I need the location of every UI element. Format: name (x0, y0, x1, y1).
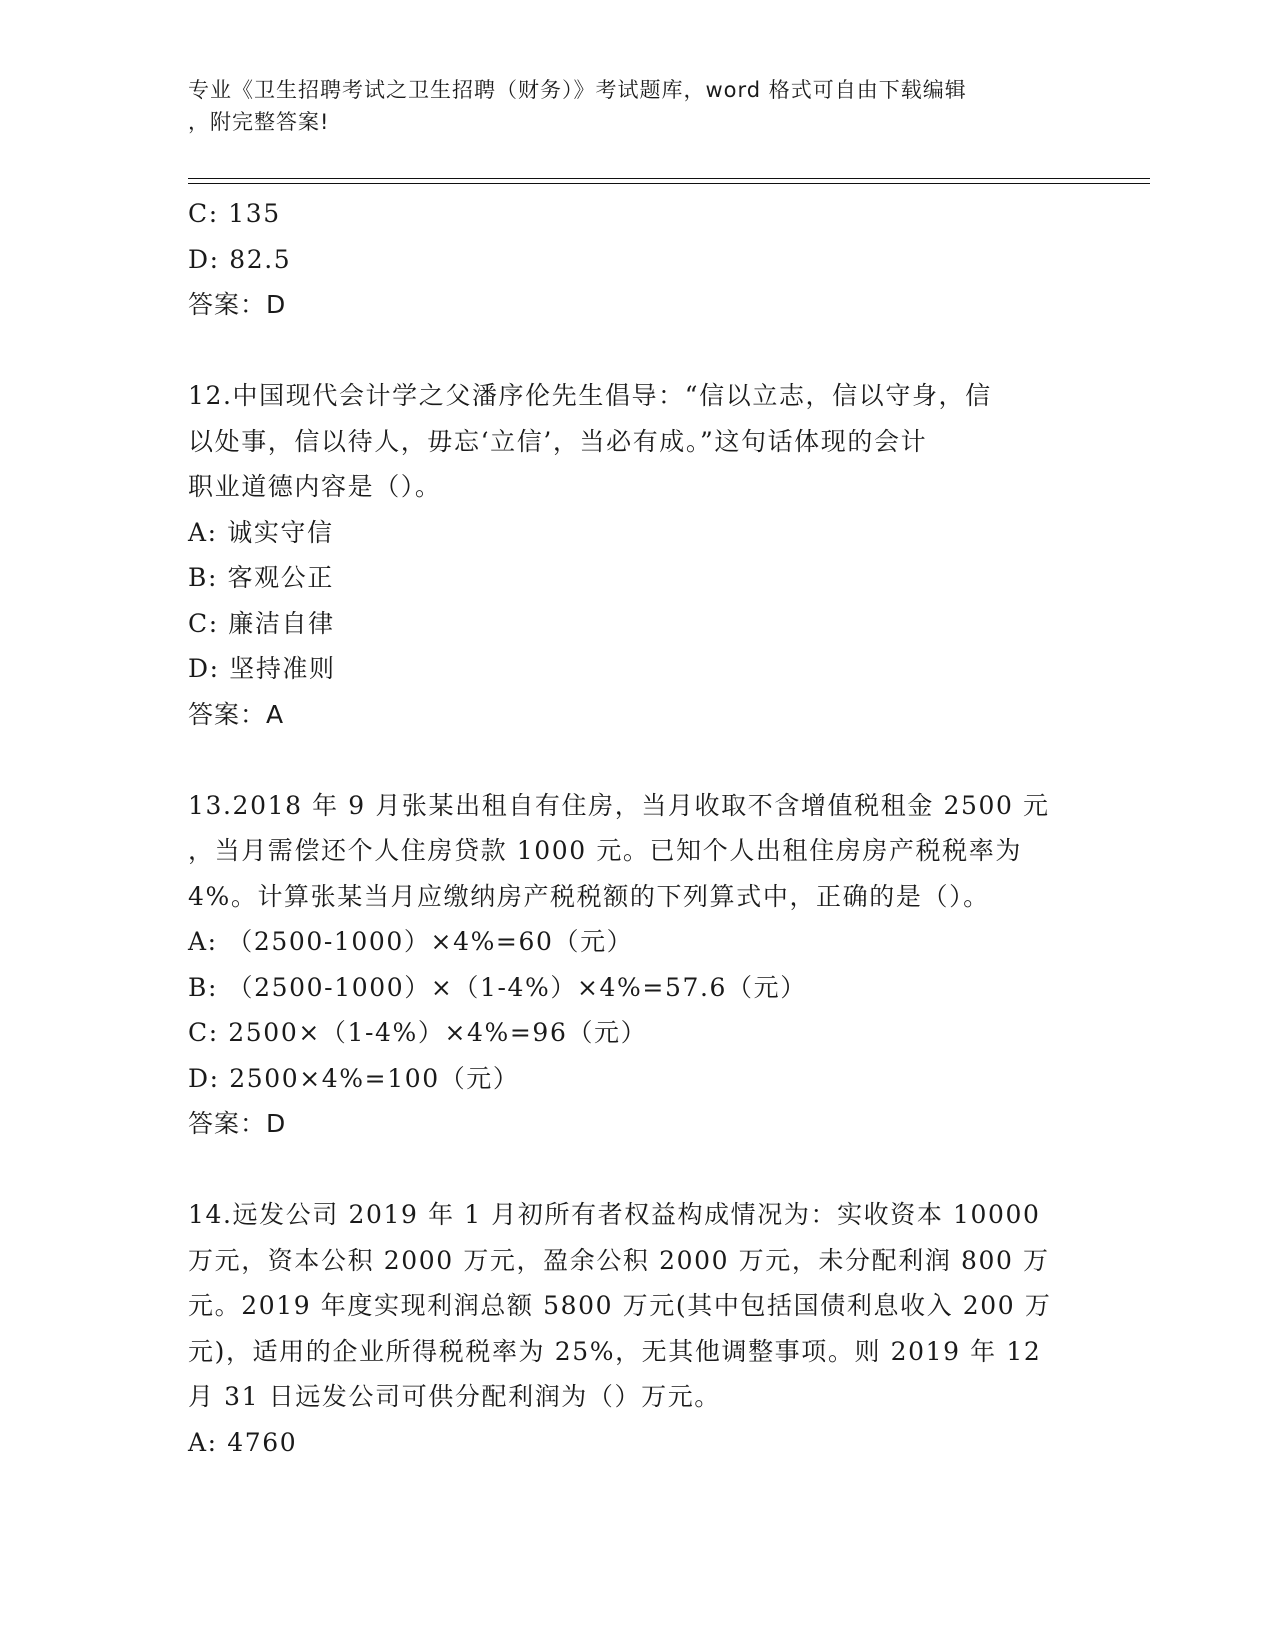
prev-question-tail (188, 191, 1088, 328)
option-d: D: 坚持准则 (188, 654, 336, 683)
answer-label: 答案：A (188, 699, 285, 729)
question-text-line: 14.远发公司 2019 年 1 月初所有者权益构成情况为：实收资本 10000 (188, 1200, 1041, 1229)
question-12 (188, 373, 1088, 737)
question-13 (188, 783, 1088, 1147)
option-d: D: 2500×4%=100（元） (188, 1063, 520, 1093)
header-divider-top (188, 178, 1150, 179)
spacer (188, 328, 1088, 374)
option-a: A: （2500-1000）×4%=60（元） (188, 927, 634, 956)
option-b: B: （2500-1000）×（1-4%）×4%=57.6（元） (188, 972, 807, 1002)
header-line-1: 专业《卫生招聘考试之卫生招聘（财务）》考试题库，word 格式可自由下载编辑 (188, 78, 967, 102)
question-text-line: 元。2019 年度实现利润总额 5800 万元(其中包括国债利息收入 200 万 (188, 1291, 1052, 1320)
option-d: D: 82.5 (188, 244, 292, 274)
option-c: C: 135 (188, 199, 281, 228)
answer-label: 答案：D (188, 290, 287, 319)
header-line-2: ，附完整答案! (188, 110, 330, 134)
option-c: C: 廉洁自律 (188, 608, 335, 638)
spacer (188, 1147, 1088, 1193)
option-a: A: 诚实守信 (188, 517, 334, 547)
page-header (188, 74, 1068, 138)
question-list (188, 191, 1088, 1465)
question-14 (188, 1192, 1088, 1465)
option-a: A: 4760 (188, 1427, 298, 1457)
option-b: B: 客观公正 (188, 563, 334, 592)
option-c: C: 2500×（1-4%）×4%=96（元） (188, 1018, 648, 1047)
question-text-line: 月 31 日远发公司可供分配利润为（）万元。 (188, 1382, 721, 1411)
question-text-line: 4%。计算张某当月应缴纳房产税税额的下列算式中，正确的是（）。 (188, 881, 990, 911)
question-text-line: 13.2018 年 9 月张某出租自有住房，当月收取不含增值税租金 2500 元 (188, 790, 1050, 820)
question-text-line: 职业道德内容是（）。 (188, 472, 442, 501)
question-text-line: 万元，资本公积 2000 万元，盈余公积 2000 万元，未分配利润 800 万 (188, 1245, 1050, 1275)
header-divider-bottom (188, 183, 1150, 184)
question-text-line: ，当月需偿还个人住房贷款 1000 元。已知个人出租住房房产税税率为 (188, 836, 1022, 865)
question-text-line: 以处事，信以待人，毋忘‘立信’，当必有成。”这句话体现的会计 (188, 426, 928, 456)
spacer (188, 737, 1088, 783)
question-text-line: 12.中国现代会计学之父潘序伦先生倡导：“信以立志，信以守身，信 (188, 381, 992, 410)
answer-label: 答案：D (188, 1109, 287, 1138)
question-text-line: 元)，适用的企业所得税税率为 25%，无其他调整事项。则 2019 年 12 (188, 1336, 1042, 1366)
